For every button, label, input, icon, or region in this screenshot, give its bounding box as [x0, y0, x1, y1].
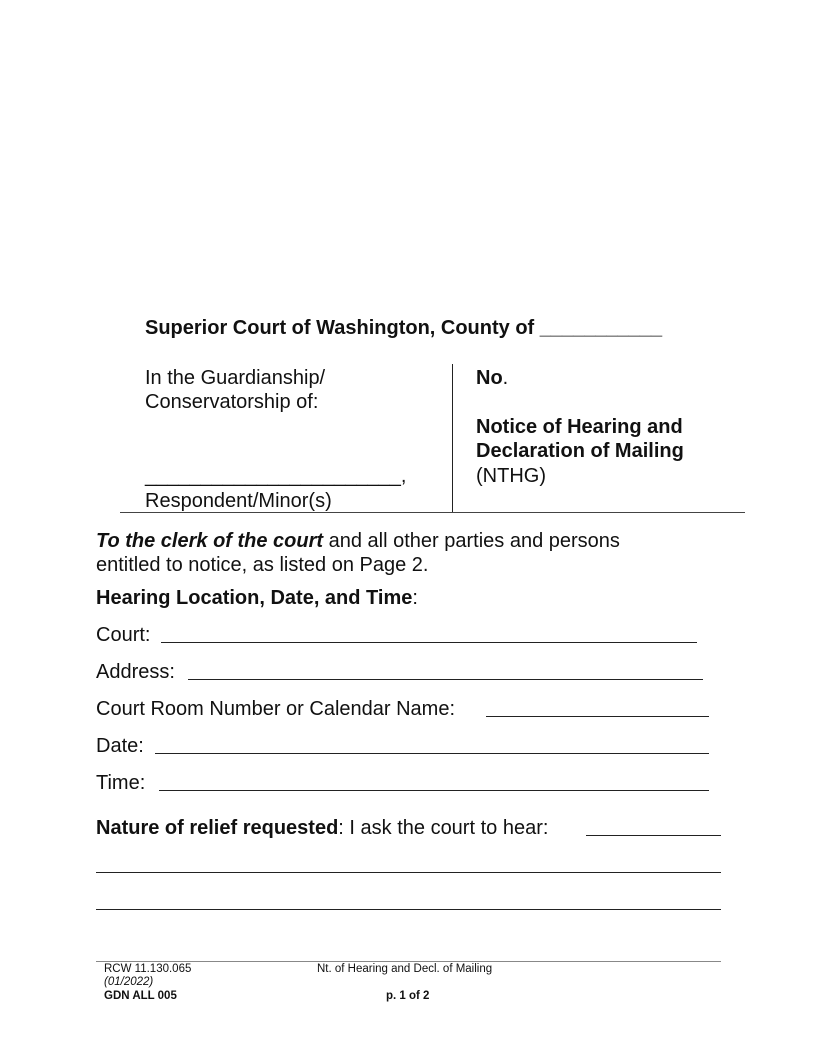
relief-line-3[interactable]: [96, 909, 721, 910]
relief-label-text: Nature of relief requested: [96, 817, 339, 839]
room-field-line[interactable]: [486, 716, 709, 717]
intro-rest: and all other parties and persons: [323, 530, 620, 552]
time-field-label: Time:: [96, 772, 146, 794]
time-field-line[interactable]: [159, 790, 709, 791]
court-field-label: Court:: [96, 624, 151, 646]
footer-page: p. 1 of 2: [386, 990, 430, 1002]
caption-bottom-rule: [120, 512, 745, 513]
form-code: (NTHG): [476, 465, 546, 487]
footer-rule: [96, 961, 721, 962]
respondent-label: Respondent/Minor(s): [145, 490, 332, 512]
court-field-line[interactable]: [161, 642, 697, 643]
address-field-label: Address:: [96, 661, 175, 683]
date-field-line[interactable]: [155, 753, 709, 754]
case-number-period: .: [502, 367, 509, 389]
hearing-heading-colon: :: [412, 587, 418, 609]
relief-rest: : I ask the court to hear:: [338, 817, 549, 839]
hearing-heading-text: Hearing Location, Date, and Time: [96, 587, 413, 609]
relief-inline-line[interactable]: [586, 835, 721, 836]
conservatorship-label: Conservatorship of:: [145, 391, 319, 413]
intro-line-2: entitled to notice, as listed on Page 2.: [96, 554, 429, 576]
respondent-name-blank: _______________________,: [145, 465, 407, 487]
address-field-line[interactable]: [188, 679, 703, 680]
hearing-heading: [96, 586, 418, 610]
case-number: [476, 366, 508, 390]
room-field-label: Court Room Number or Calendar Name:: [96, 698, 456, 720]
footer-code: GDN ALL 005: [104, 990, 177, 1002]
relief-label: [96, 816, 548, 840]
notice-title-line-2: Declaration of Mailing: [476, 440, 684, 462]
footer-date: (01/2022): [104, 976, 154, 988]
footer-rcw: RCW 11.130.065: [104, 963, 192, 975]
case-number-label: No: [476, 367, 503, 389]
guardianship-label: In the Guardianship/: [145, 367, 326, 389]
footer-title: Nt. of Hearing and Decl. of Mailing: [317, 963, 493, 975]
date-field-label: Date:: [96, 735, 144, 757]
intro-line-1: [96, 529, 620, 553]
notice-title-line-1: Notice of Hearing and: [476, 416, 683, 438]
caption-divider: [452, 364, 453, 512]
court-title: Superior Court of Washington, County of ___________: [145, 317, 663, 339]
relief-line-2[interactable]: [96, 872, 721, 873]
intro-lead: To the clerk of the court: [96, 530, 324, 552]
